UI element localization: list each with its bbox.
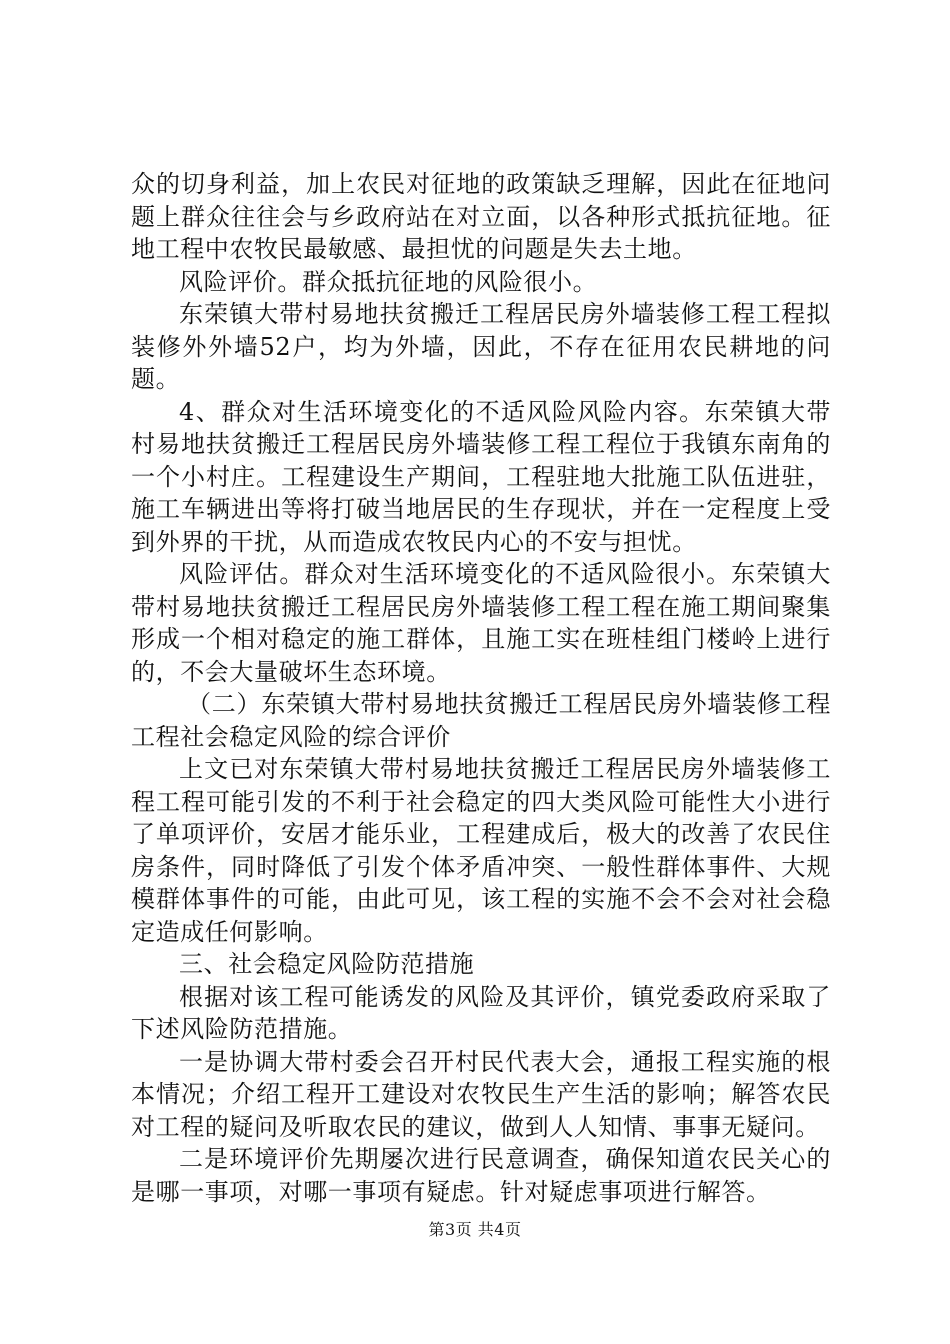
paragraph-measures-intro: 根据对该工程可能诱发的风险及其评价，镇党委政府采取了下述风险防范措施。 [131,982,831,1043]
paragraph-living-environment-risk: 4、群众对生活环境变化的不适风险风险内容。东荣镇大带村易地扶贫搬迁工程居民房外墙装修工程工程位于我镇东南角的一个小村庄。工程建设生产期间，工程驻地大批施工队伍进驻，施工车辆进出等将打破当地居民的生存现状，并在一定程度上受到外界的干扰，从而造成农牧民内心的不安与担忧。 [131,397,831,556]
paragraph-measure-one: 一是协调大带村委会召开村民代表大会，通报工程实施的根本情况；介绍工程开工建设对农牧民生产生活的影响；解答农民对工程的疑问及听取农民的建议，做到人人知情、事事无疑问。 [131,1047,831,1141]
section-heading-prevention-measures: 三、社会稳定风险防范措施 [179,950,475,978]
page-footer: 第3页 共4页 [428,1220,522,1239]
document-body [131,168,831,1208]
paragraph-measure-two: 二是环境评价先期屡次进行民意调查，确保知道农民关心的是哪一事项，对哪一事项有疑虑。针对疑虑事项进行解答。 [131,1145,831,1206]
paragraph-risk-evaluation: 风险评价。群众抵抗征地的风险很小。 [179,267,598,296]
paragraph-risk-assessment: 风险评估。群众对生活环境变化的不适风险很小。东荣镇大带村易地扶贫搬迁工程居民房外墙装修工程工程在施工期间聚集形成一个相对稳定的施工群体，且施工实在班桂组门楼岭上进行的，不会大量破坏生态环境。 [131,560,831,686]
paragraph-continuation: 众的切身利益，加上农民对征地的政策缺乏理解，因此在征地问题上群众往往会与乡政府站在对立面，以各种形式抵抗征地。征地工程中农牧民最敏感、最担忧的问题是失去土地。 [131,170,831,263]
paragraph-comprehensive-evaluation: 上文已对东荣镇大带村易地扶贫搬迁工程居民房外墙装修工程工程可能引发的不利于社会稳定的四大类风险可能性大小进行了单项评价，安居才能乐业，工程建成后，极大的改善了农民住房条件，同时降低了引发个体矛盾冲突、一般性群体事件、大规模群体事件的可能，由此可见，该工程的实施不会不会对社会稳定造成任何影响。 [131,755,831,946]
paragraph-no-farmland-acquisition: 东荣镇大带村易地扶贫搬迁工程居民房外墙装修工程工程拟装修外外墙52户，均为外墙，因此，不存在征用农民耕地的问题。 [131,300,831,393]
section-heading-comprehensive-evaluation: （二）东荣镇大带村易地扶贫搬迁工程居民房外墙装修工程工程社会稳定风险的综合评价 [131,690,831,751]
